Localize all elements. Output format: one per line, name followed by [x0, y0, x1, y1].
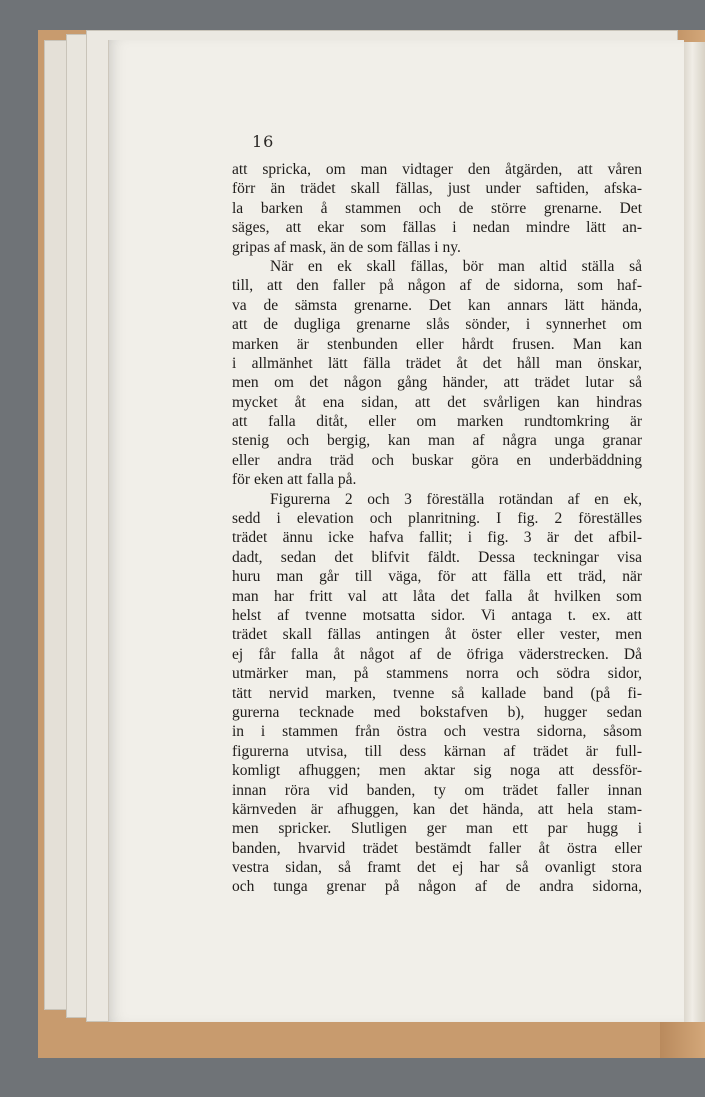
text-line: ej får falla åt något af de öfriga väderstrecken. Då: [232, 645, 642, 663]
text-line: helst af tvenne motsatta sidor. Vi antaga t. ex. att: [232, 606, 642, 624]
text-line: gripas af mask, än de som fällas i ny.: [232, 238, 461, 256]
text-line: säges, att ekar som fällas i nedan mindre lätt an-: [232, 219, 642, 237]
text-line: i allmänhet lätt fälla trädet åt det håll man önskar,: [232, 354, 642, 372]
text-line: men om det någon gång händer, att trädet lutar så: [232, 374, 642, 392]
text-line: att de dugliga grenarne slås sönder, i synnerhet om: [232, 316, 642, 334]
text-line: utmärker man, på stammens norra och södra sidor,: [232, 665, 642, 683]
text-line: sedd i elevation och planritning. I fig. 2 föreställes: [232, 510, 642, 528]
text-line: förr än trädet skall fällas, just under saftiden, afska-: [232, 180, 642, 198]
text-line: att spricka, om man vidtager den åtgärden, att våren: [232, 161, 642, 178]
text-line: eller andra träd och buskar göra en underbäddning: [232, 451, 642, 469]
text-line: va de sämsta grenarne. Det kan annars lätt hända,: [232, 296, 642, 314]
text-line: och tunga grenar på någon af de andra sidorna,: [232, 878, 642, 896]
text-line: gurerna tecknade med bokstafven b), hugger sedan: [232, 703, 642, 721]
text-line: vestra sidan, så framt det ej har så ovanligt stora: [232, 859, 642, 877]
text-line: man har fritt val att låta det falla åt hvilken som: [232, 587, 642, 605]
text-line: dadt, sedan det blifvit fäldt. Dessa teckningar visa: [232, 548, 642, 566]
text-line: figurerna utvisa, till dess kärnan af trädet är full-: [232, 742, 642, 760]
text-line: huru man går till väga, för att fälla ett träd, när: [232, 568, 642, 586]
text-line: innan röra vid banden, ty om trädet faller innan: [232, 781, 642, 799]
page-number: 16: [252, 132, 275, 151]
text-line: in i stammen från östra och vestra sidorna, såsom: [232, 723, 642, 741]
page-fore-edge: [684, 42, 705, 1022]
text-line: marken är stenbunden eller hårdt frusen. Man kan: [232, 335, 642, 353]
text-line: komligt afhuggen; men aktar sig noga att dessför-: [232, 762, 642, 780]
text-line: När en ek skall fällas, bör man altid ställa så: [270, 257, 642, 275]
text-line: trädet ännu icke hafva fallit; i fig. 3 är det afbil-: [232, 529, 642, 547]
text-line: la barken å stammen och de större grenarne. Det: [232, 199, 642, 217]
text-line: Figurerna 2 och 3 föreställa rotändan af en ek,: [270, 490, 642, 508]
text-line: kärnveden är afhuggen, kan det hända, att hela stam-: [232, 800, 642, 818]
text-line: tätt nervid marken, tvenne så kallade band (på fi-: [232, 684, 642, 702]
body-text: [232, 160, 642, 897]
text-line: för eken att falla på.: [232, 471, 357, 489]
text-line: men spricker. Slutligen ger man ett par hugg i: [232, 820, 642, 838]
text-line: till, att den faller på någon af de sidorna, som haf-: [232, 277, 642, 295]
text-line: att falla ditåt, eller om marken rundtomkring är: [232, 413, 642, 431]
text-line: stenig och bergig, kan man af några unga granar: [232, 432, 642, 450]
text-line: trädet skall fällas antingen åt öster eller vester, men: [232, 626, 642, 644]
text-line: mycket åt ena sidan, att det svårligen kan hindras: [232, 393, 642, 411]
text-line: banden, hvarvid trädet bestämdt faller åt östra eller: [232, 839, 642, 857]
